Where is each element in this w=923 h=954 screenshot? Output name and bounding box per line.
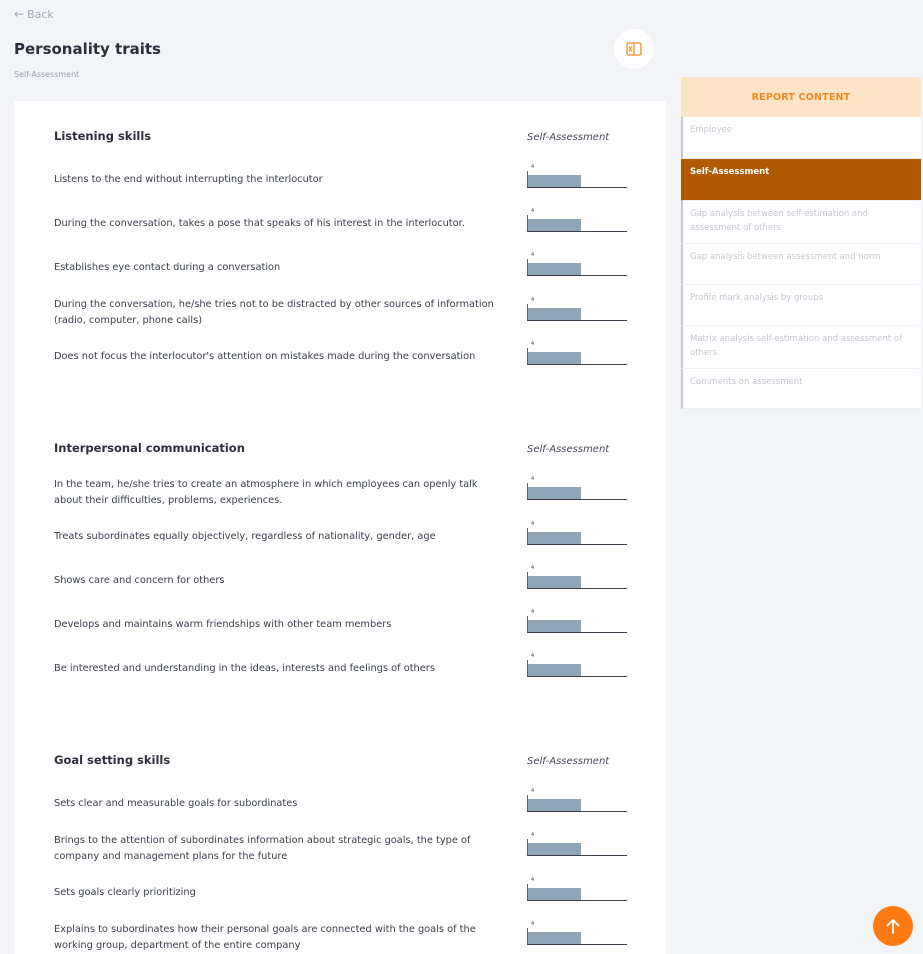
- criterion-text: Listens to the end without interrupting the interlocutor: [54, 174, 323, 185]
- arrow-left-icon: ←: [14, 7, 25, 21]
- page-title: Personality traits: [14, 40, 161, 58]
- bar-baseline: [527, 320, 627, 321]
- bar-baseline: [527, 275, 627, 276]
- criterion-text: During the conversation, he/she tries not to be distracted by other sources of information (radio, computer, phone calls): [54, 299, 494, 326]
- scroll-top-button[interactable]: [873, 906, 913, 946]
- criterion-text: Shows care and concern for others: [54, 575, 225, 586]
- sidebar-item-gap-analysis-between-self-estimation-and-assessment-of-others[interactable]: Gap analysis between self-estimation and assessment of others: [681, 201, 921, 244]
- score-bar: [527, 653, 627, 680]
- score-value: 4: [531, 832, 535, 838]
- sidebar-item-profile-mark-analysis-by-groups[interactable]: Profile mark analysis by groups: [681, 285, 921, 326]
- criterion-text: Brings to the attention of subordinates information about strategic goals, the type of company and management plans for the future: [54, 835, 471, 862]
- score-bar: [527, 565, 627, 592]
- score-bar: [527, 164, 627, 191]
- score-bar: [527, 877, 627, 904]
- criterion-text: During the conversation, takes a pose that speaks of his interest in the interlocutor.: [54, 218, 465, 229]
- sidebar-item-employee[interactable]: Employee: [681, 117, 921, 159]
- criterion-text: Be interested and understanding in the ideas, interests and feelings of others: [54, 663, 435, 674]
- criterion-text: Develops and maintains warm friendships with other team members: [54, 619, 392, 630]
- score-value: 4: [531, 252, 535, 258]
- score-value: 4: [531, 877, 535, 883]
- sidebar-item-self-assessment[interactable]: Self-Assessment: [681, 159, 921, 201]
- bar-baseline: [527, 231, 627, 232]
- criterion-text: In the team, he/she tries to create an atmosphere in which employees can openly talk about their difficulties, problems, experiences.: [54, 479, 478, 506]
- score-value: 4: [531, 653, 535, 659]
- score-bar: [527, 609, 627, 636]
- assessment-section: [54, 129, 644, 429]
- score-value: 4: [531, 476, 535, 482]
- bar-baseline: [527, 944, 627, 945]
- column-header: Self-Assessment: [527, 756, 610, 767]
- score-bar: [527, 921, 627, 948]
- excel-export-icon: [626, 42, 642, 56]
- export-button[interactable]: [614, 29, 654, 69]
- section-title: Listening skills: [54, 129, 152, 143]
- criterion-text: Establishes eye contact during a conversation: [54, 262, 281, 273]
- score-bar: [527, 788, 627, 815]
- back-label: Back: [27, 7, 54, 21]
- bar-baseline: [527, 187, 627, 188]
- assessment-section: [54, 441, 644, 741]
- score-bar: [527, 252, 627, 279]
- score-value: 4: [531, 297, 535, 303]
- report-card: [14, 101, 666, 954]
- bar-baseline: [527, 632, 627, 633]
- column-header: Self-Assessment: [527, 444, 610, 455]
- score-bar: [527, 208, 627, 235]
- bar-baseline: [527, 900, 627, 901]
- score-value: 4: [531, 341, 535, 347]
- score-value: 4: [531, 521, 535, 527]
- sidebar-item-matrix-analysis-self-estimation-and-assessment-of-others[interactable]: Matrix analysis self-estimation and assessment of others: [681, 326, 921, 369]
- score-bar: [527, 521, 627, 548]
- bar-baseline: [527, 364, 627, 365]
- section-title: Goal setting skills: [54, 753, 171, 767]
- score-value: 4: [531, 208, 535, 214]
- page-subtitle: Self-Assessment: [14, 70, 80, 79]
- bar-baseline: [527, 855, 627, 856]
- criterion-text: Treats subordinates equally objectively, regardless of nationality, gender, age: [54, 531, 436, 542]
- criterion-text: Sets clear and measurable goals for subordinates: [54, 798, 298, 809]
- score-bar: [527, 832, 627, 859]
- sidebar-heading: REPORT CONTENT: [681, 77, 921, 117]
- back-link[interactable]: [14, 7, 54, 21]
- report-content-sidebar: [681, 77, 921, 409]
- score-value: 4: [531, 609, 535, 615]
- score-value: 4: [531, 164, 535, 170]
- assessment-section: [54, 753, 644, 954]
- criterion-text: Sets goals clearly prioritizing: [54, 887, 196, 898]
- score-bar: [527, 341, 627, 368]
- arrow-up-icon: [885, 917, 901, 935]
- sidebar-item-comments-on-assessment[interactable]: Comments on assessment: [681, 369, 921, 409]
- score-value: 4: [531, 921, 535, 927]
- bar-baseline: [527, 811, 627, 812]
- sidebar-item-gap-analysis-between-assessment-and-norm[interactable]: Gap analysis between assessment and norm: [681, 244, 921, 285]
- bar-baseline: [527, 588, 627, 589]
- section-title: Interpersonal communication: [54, 441, 245, 455]
- score-bar: [527, 297, 627, 324]
- score-value: 4: [531, 788, 535, 794]
- bar-baseline: [527, 499, 627, 500]
- bar-baseline: [527, 676, 627, 677]
- criterion-text: Explains to subordinates how their personal goals are connected with the goals of the working group, department of the entire company: [54, 924, 476, 951]
- score-bar: [527, 476, 627, 503]
- bar-baseline: [527, 544, 627, 545]
- criterion-text: Does not focus the interlocutor's attention on mistakes made during the conversation: [54, 351, 476, 362]
- column-header: Self-Assessment: [527, 132, 610, 143]
- score-value: 4: [531, 565, 535, 571]
